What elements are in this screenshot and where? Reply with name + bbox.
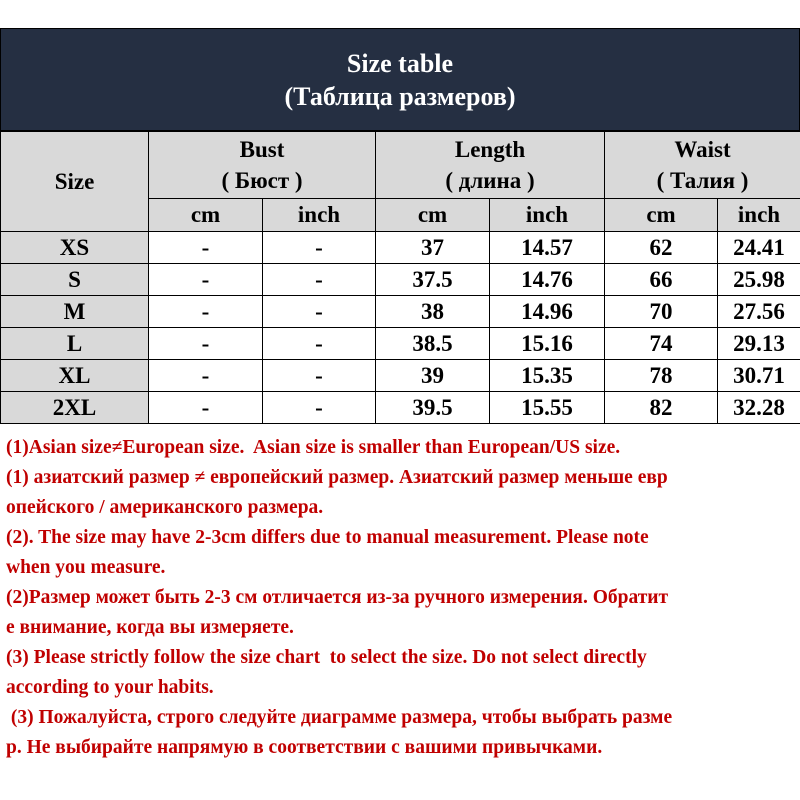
length-inch-cell: 15.35 <box>490 360 605 392</box>
waist-inch-cell: 30.71 <box>718 360 800 392</box>
title-line-1: Size table <box>346 49 454 78</box>
bust-header <box>149 132 376 199</box>
unit-header: cm <box>149 199 263 232</box>
table-row <box>1 232 800 264</box>
size-chart <box>0 28 800 424</box>
size-header: Size <box>1 132 149 232</box>
length-header <box>376 132 605 199</box>
unit-header: cm <box>605 199 718 232</box>
bust-inch-cell: - <box>263 392 376 424</box>
waist-cm-cell: 70 <box>605 296 718 328</box>
length-cm-cell: 39.5 <box>376 392 490 424</box>
note-1-ru: (1) азиатский размер ≠ европейский размер. Азиатский размер меньше евр опейского / американского размера. <box>6 467 668 518</box>
waist-cm-cell: 62 <box>605 232 718 264</box>
unit-header: inch <box>718 199 800 232</box>
waist-inch-cell: 32.28 <box>718 392 800 424</box>
table-row <box>1 328 800 360</box>
waist-inch-cell: 25.98 <box>718 264 800 296</box>
bust-inch-cell: - <box>263 232 376 264</box>
length-cm-cell: 37.5 <box>376 264 490 296</box>
size-table <box>0 131 800 424</box>
bust-inch-cell: - <box>263 328 376 360</box>
waist-cm-cell: 82 <box>605 392 718 424</box>
length-cm-cell: 39 <box>376 360 490 392</box>
waist-inch-cell: 24.41 <box>718 232 800 264</box>
length-inch-cell: 15.16 <box>490 328 605 360</box>
waist-cm-cell: 66 <box>605 264 718 296</box>
length-inch-cell: 14.96 <box>490 296 605 328</box>
unit-header: cm <box>376 199 490 232</box>
bust-cm-cell: - <box>149 392 263 424</box>
size-cell: S <box>1 264 149 296</box>
length-header-ru: ( длина ) <box>445 168 535 193</box>
waist-cm-cell: 78 <box>605 360 718 392</box>
note-2-en: (2). The size may have 2-3cm differs due to manual measurement. Please note when you measure. <box>6 527 649 578</box>
bust-inch-cell: - <box>263 360 376 392</box>
bust-cm-cell: - <box>149 232 263 264</box>
waist-inch-cell: 27.56 <box>718 296 800 328</box>
title-banner <box>0 28 800 131</box>
length-cm-cell: 38 <box>376 296 490 328</box>
waist-header-ru: ( Талия ) <box>656 168 749 193</box>
length-cm-cell: 37 <box>376 232 490 264</box>
note-3-en: (3) Please strictly follow the size chart to select the size. Do not select directly according to your habits. <box>6 647 647 698</box>
bust-cm-cell: - <box>149 328 263 360</box>
length-inch-cell: 15.55 <box>490 392 605 424</box>
size-cell: L <box>1 328 149 360</box>
size-cell: M <box>1 296 149 328</box>
table-row <box>1 296 800 328</box>
size-cell: XL <box>1 360 149 392</box>
waist-cm-cell: 74 <box>605 328 718 360</box>
unit-header: inch <box>263 199 376 232</box>
length-inch-cell: 14.76 <box>490 264 605 296</box>
bust-inch-cell: - <box>263 296 376 328</box>
note-2-ru: (2)Размер может быть 2-3 см отличается из-за ручного измерения. Обратит е внимание, когда вы измеряете. <box>6 587 669 638</box>
notes-section <box>0 433 800 800</box>
note-1-en: (1)Asian size≠European size. Asian size is smaller than European/US size. <box>6 437 621 458</box>
bust-cm-cell: - <box>149 296 263 328</box>
length-inch-cell: 14.57 <box>490 232 605 264</box>
length-cm-cell: 38.5 <box>376 328 490 360</box>
bust-header-ru: ( Бюст ) <box>221 168 303 193</box>
bust-header-en: Bust <box>239 137 285 162</box>
bust-cm-cell: - <box>149 360 263 392</box>
table-row <box>1 264 800 296</box>
header-row <box>1 132 800 199</box>
size-cell: 2XL <box>1 392 149 424</box>
bust-inch-cell: - <box>263 264 376 296</box>
length-header-en: Length <box>454 137 526 162</box>
table-row <box>1 360 800 392</box>
note-3-ru: (3) Пожалуйста, строго следуйте диаграмме размера, чтобы выбрать разме р. Не выбирайте напрямую в соответствии с вашими привычками. <box>6 707 673 758</box>
waist-inch-cell: 29.13 <box>718 328 800 360</box>
unit-header: inch <box>490 199 605 232</box>
bust-cm-cell: - <box>149 264 263 296</box>
waist-header <box>605 132 800 199</box>
waist-header-en: Waist <box>674 137 731 162</box>
size-cell: XS <box>1 232 149 264</box>
title-line-2: (Таблица размеров) <box>284 82 516 111</box>
table-row <box>1 392 800 424</box>
